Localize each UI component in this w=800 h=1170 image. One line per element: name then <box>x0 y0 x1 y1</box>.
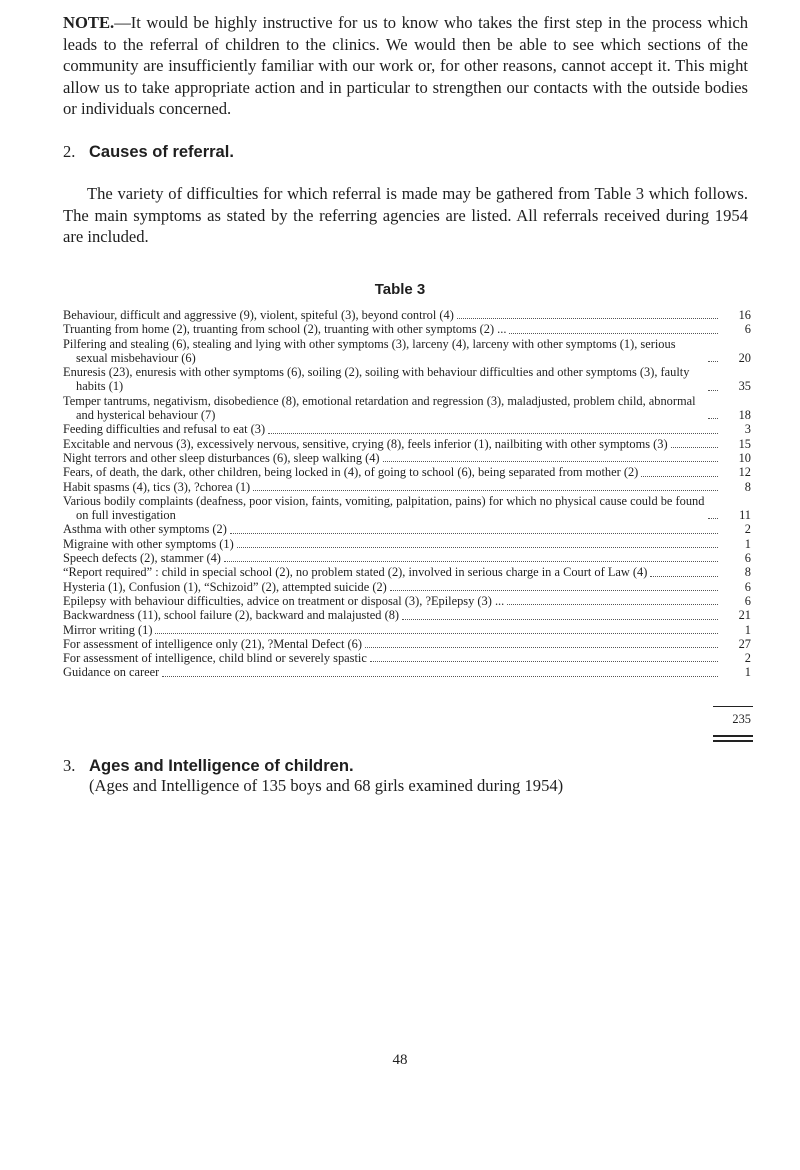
table-row <box>63 522 751 536</box>
table-row <box>63 494 751 523</box>
row-label: “Report required” : child in special school (2), no problem stated (2), involved in serious charge in a Court of Law (4) <box>63 565 648 580</box>
row-label: Mirror writing (1) <box>63 622 153 637</box>
total-double-rule <box>713 735 753 742</box>
table-row <box>63 580 751 594</box>
row-count: 20 <box>738 350 751 365</box>
row-label: Feeding difficulties and refusal to eat (3) <box>63 422 266 437</box>
row-count: 2 <box>744 651 751 666</box>
row-label: Epilepsy with behaviour difficulties, advice on treatment or disposal (3), ?Epilepsy (3) ... <box>63 593 505 608</box>
row-label: Habit spasms (4), tics (3), ?chorea (1) <box>63 479 251 494</box>
row-count: 16 <box>738 308 751 322</box>
dot-leader <box>708 390 718 391</box>
row-label: Guidance on career <box>63 665 160 680</box>
row-count: 10 <box>738 450 751 465</box>
row-count: 27 <box>738 636 751 651</box>
table-row <box>63 651 751 665</box>
row-label: Excitable and nervous (3), excessively nervous, sensitive, crying (8), feels inferior (1), nailbiting with other symptoms (3) <box>63 436 668 451</box>
dot-leader <box>708 518 718 519</box>
row-count: 21 <box>738 608 751 623</box>
row-count: 6 <box>744 322 751 337</box>
section-number: 2. <box>63 142 76 161</box>
section-2-intro: The variety of difficulties for which referral is made may be gathered from Table 3 which follows. The main symptoms as stated by the referring agencies are listed. All referrals received during 1954 are included. <box>63 184 748 246</box>
row-count: 8 <box>744 479 751 494</box>
table-row <box>63 337 751 366</box>
dot-leader <box>708 361 718 362</box>
row-count: 1 <box>744 536 751 551</box>
row-count: 18 <box>738 408 751 423</box>
row-count: 15 <box>738 436 751 451</box>
dot-leader <box>671 447 718 448</box>
table-row <box>63 451 751 465</box>
row-label: Behaviour, difficult and aggressive (9), violent, spiteful (3), beyond control (4) <box>63 308 454 322</box>
dot-leader <box>383 461 718 462</box>
dot-leader <box>390 590 718 591</box>
table-title: Table 3 <box>374 281 426 298</box>
row-count: 8 <box>744 565 751 580</box>
row-label: Migraine with other symptoms (1) <box>63 536 234 551</box>
row-label: Speech defects (2), stammer (4) <box>63 551 221 566</box>
row-label: Truanting from home (2), truanting from school (2), truanting with other symptoms (2) ... <box>63 322 507 337</box>
row-count: 3 <box>744 422 751 437</box>
row-label: For assessment of intelligence only (21), ?Mental Defect (6) <box>63 636 363 651</box>
table-total: 235 <box>732 712 751 726</box>
dot-leader <box>224 561 718 562</box>
dot-leader <box>268 433 718 434</box>
row-count: 1 <box>744 665 751 680</box>
table-row <box>63 637 751 651</box>
table-row <box>63 537 751 551</box>
row-label: Night terrors and other sleep disturbances (6), sleep walking (4) <box>63 450 380 465</box>
table-row <box>63 308 751 322</box>
page-number: 48 <box>392 1052 408 1068</box>
total-rule <box>713 706 753 707</box>
table-row <box>63 437 751 451</box>
dot-leader <box>402 619 718 620</box>
dot-leader <box>650 576 718 577</box>
table-row <box>63 394 751 423</box>
row-label: Backwardness (11), school failure (2), backward and malajusted (8) <box>63 608 400 623</box>
row-label: Pilfering and stealing (6), stealing and lying with other symptoms (3), larceny (4), larceny with other symptoms (1), serious sexual misbehaviour (6) <box>63 336 676 365</box>
section-title: Ages and Intelligence of children. <box>89 756 354 775</box>
dot-leader <box>641 476 718 477</box>
row-label: Temper tantrums, negativism, disobedience (8), emotional retardation and regression (3), maladjusted, problem child, abnormal and hysterical behaviour (7) <box>63 393 696 423</box>
dot-leader <box>237 547 718 548</box>
dot-leader <box>708 418 718 419</box>
table-row <box>63 465 751 479</box>
row-label: Hysteria (1), Confusion (1), “Schizoid” (2), attempted suicide (2) <box>63 579 387 594</box>
row-count: 12 <box>738 465 751 480</box>
section-3-heading <box>63 755 354 777</box>
dot-leader <box>509 333 718 334</box>
row-label: Enuresis (23), enuresis with other symptoms (6), soiling (2), soiling with behaviour difficulties and other symptoms (3), faulty habits (1) <box>63 365 690 394</box>
row-count: 11 <box>739 508 751 523</box>
row-label: Fears, of death, the dark, other children, being locked in (4), of going to school (6), being separated from mother (2) <box>63 465 639 480</box>
dot-leader <box>507 604 718 605</box>
row-label: For assessment of intelligence, child blind or severely spastic <box>63 651 367 666</box>
dot-leader <box>370 661 718 662</box>
dot-leader <box>457 318 718 319</box>
dot-leader <box>230 533 718 534</box>
note-text: —It would be highly instructive for us to know who takes the first step in the process which leads to the referral of children to the clinics. We would then be able to see which sections of the community are insufficiently familiar with our work or, for other reasons, cannot accept it. This might allow us to take appropriate action and in particular to strengthen our contacts with the outside bodies or individuals concerned. <box>63 13 748 118</box>
section-title: Causes of referral. <box>89 143 234 161</box>
table-row <box>63 422 751 436</box>
dot-leader <box>253 490 718 491</box>
dot-leader <box>155 633 718 634</box>
row-count: 6 <box>744 551 751 566</box>
row-count: 1 <box>744 622 751 637</box>
table-row <box>63 665 751 679</box>
row-count: 6 <box>744 593 751 608</box>
table-row <box>63 480 751 494</box>
table-entries <box>63 308 751 680</box>
row-label: Asthma with other symptoms (2) <box>63 522 227 537</box>
table-row <box>63 565 751 579</box>
dot-leader <box>365 647 718 648</box>
section-number: 3. <box>63 756 76 775</box>
row-label: Various bodily complaints (deafness, poor vision, faints, vomiting, palpitation, pains) for which no physical cause could be found on full investigation <box>63 493 705 523</box>
row-count: 2 <box>744 522 751 537</box>
table-row <box>63 365 751 394</box>
table-row <box>63 322 751 336</box>
row-count: 6 <box>744 579 751 594</box>
note-paragraph <box>63 12 748 120</box>
table-row <box>63 594 751 608</box>
table-row <box>63 608 751 622</box>
dot-leader <box>162 676 718 677</box>
table-row <box>63 551 751 565</box>
section-2-heading <box>63 142 234 162</box>
row-count: 35 <box>738 379 751 394</box>
note-lead: NOTE. <box>63 13 115 32</box>
section-3-subtitle: (Ages and Intelligence of 135 boys and 68 girls examined during 1954) <box>89 776 564 795</box>
table-row <box>63 623 751 637</box>
